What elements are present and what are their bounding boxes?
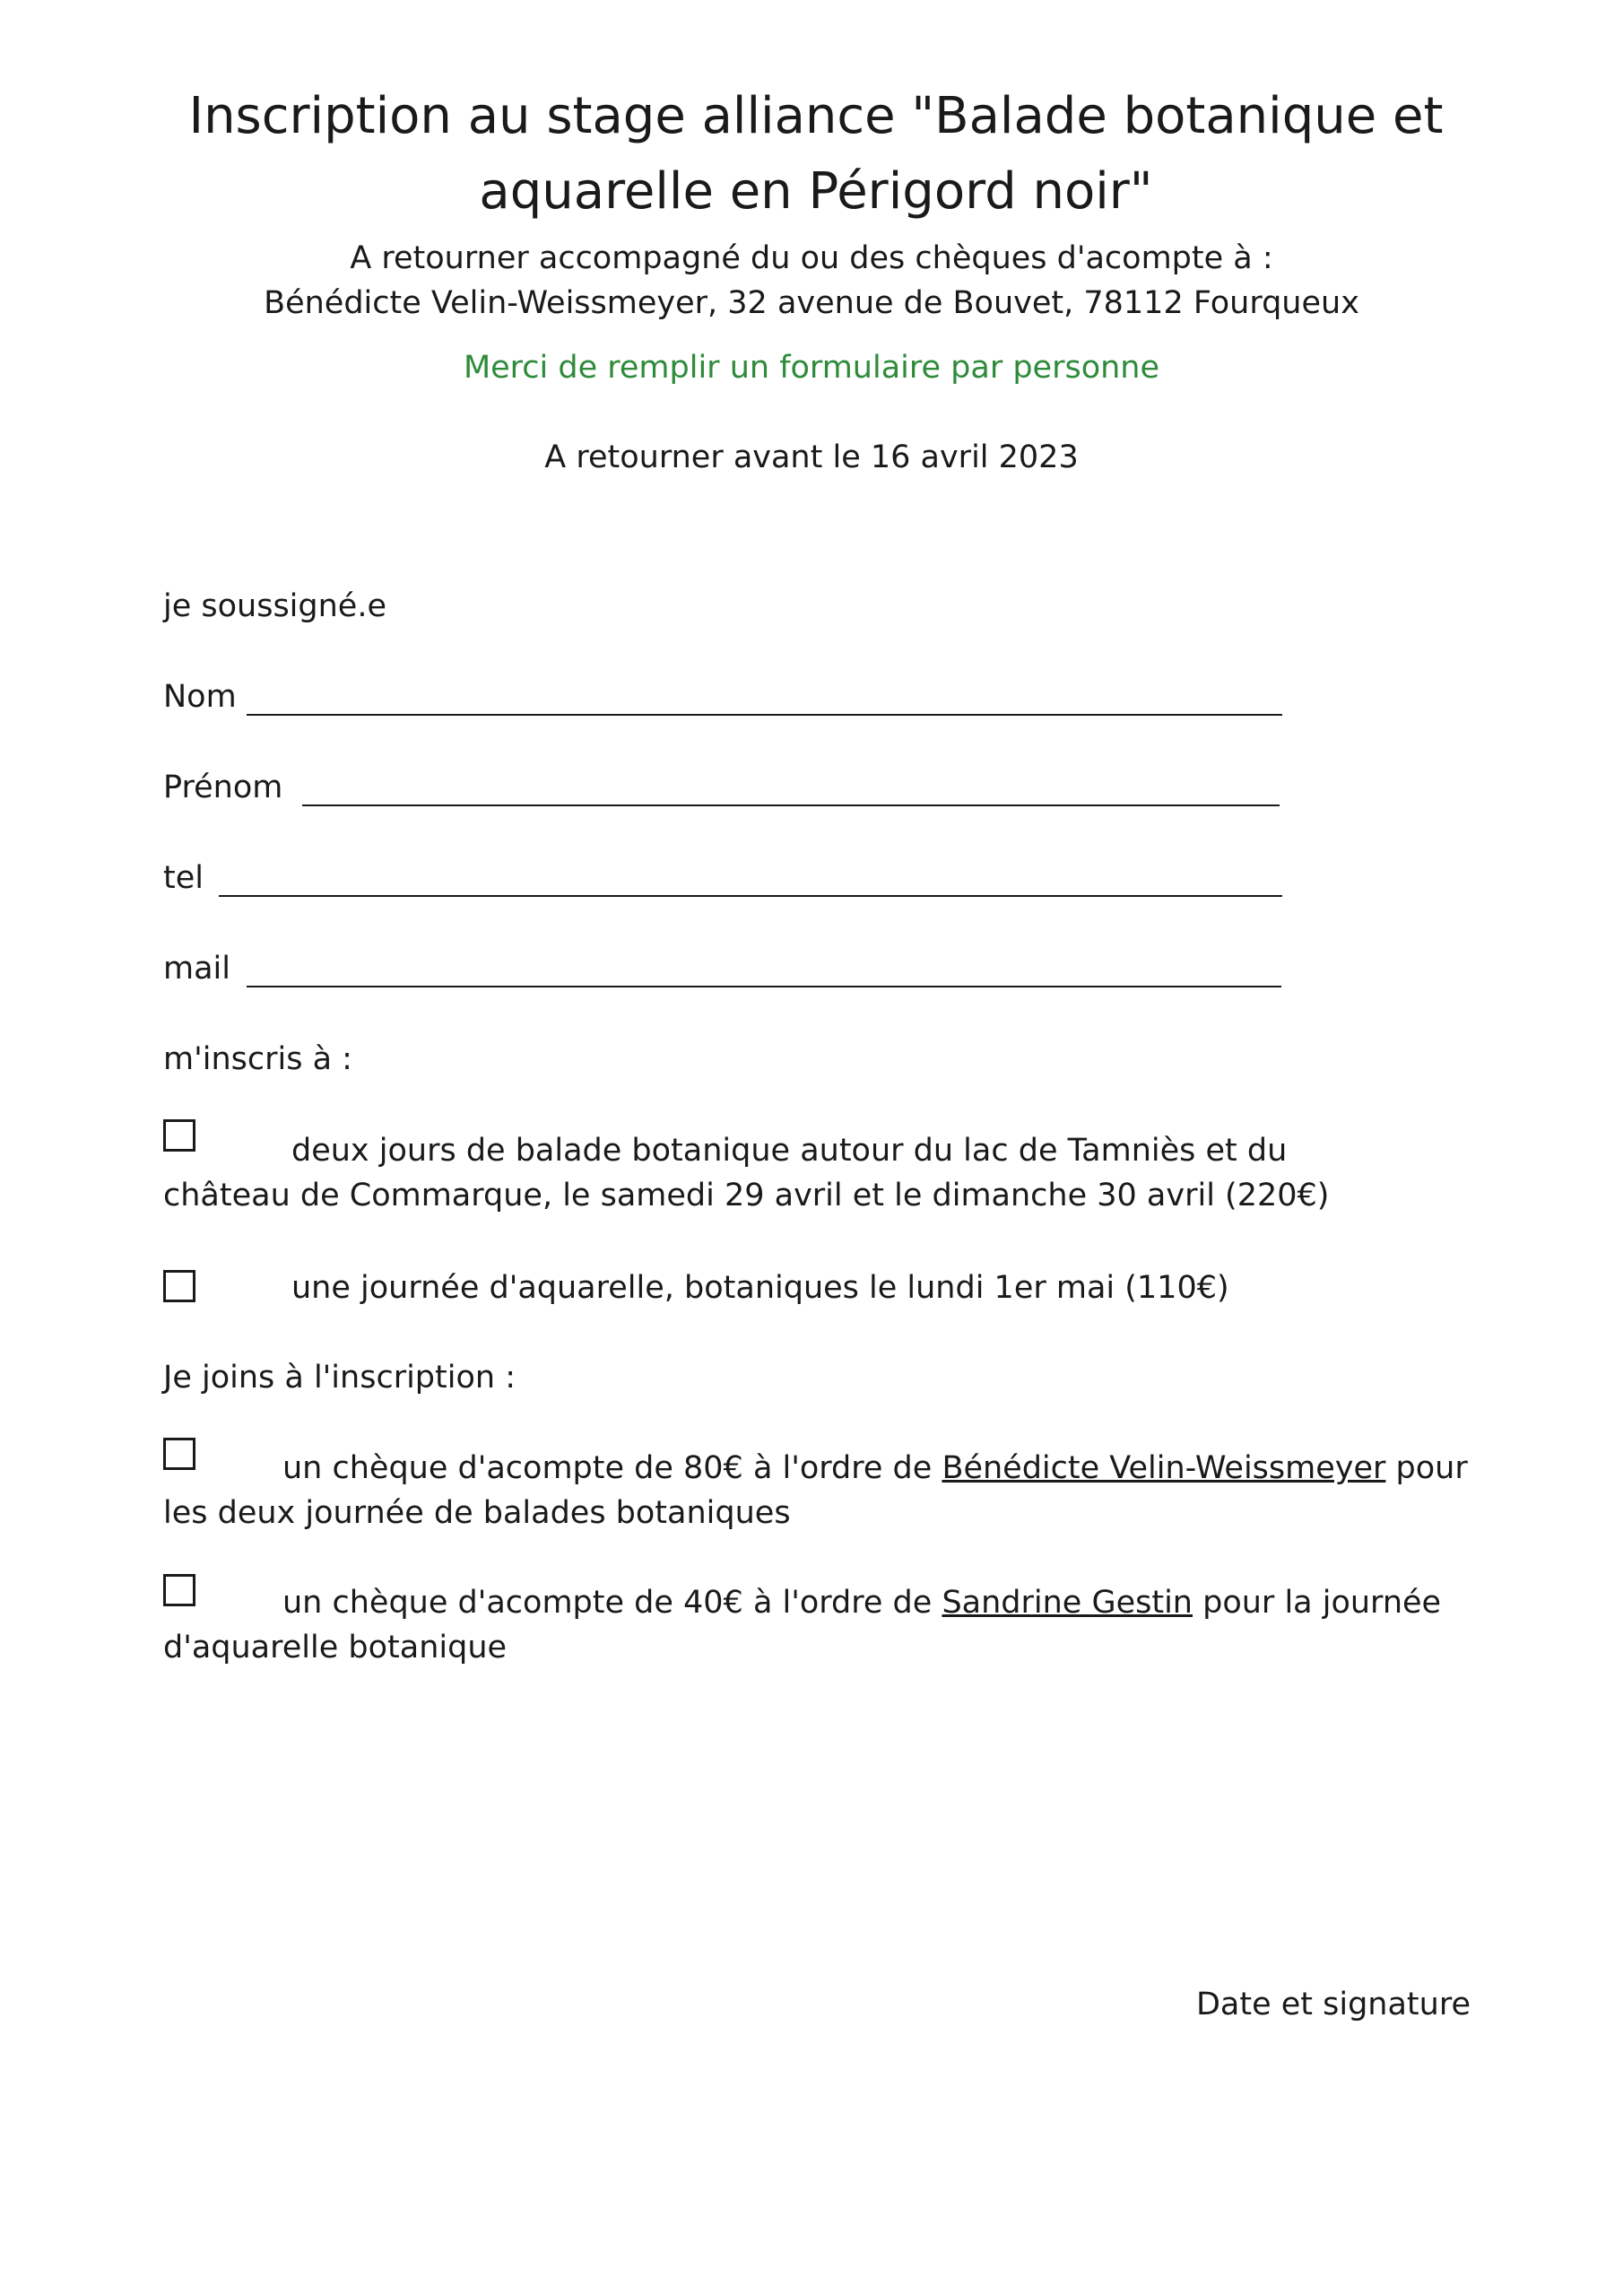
prenom-label: Prénom [163, 770, 283, 805]
mail-field[interactable] [247, 986, 1281, 987]
deposit-40-payee: Sandrine Gestin [942, 1585, 1193, 1621]
option-watercolor [163, 1265, 1490, 1310]
tel-label: tel [163, 860, 204, 896]
deposit-40-purpose: pour la journée [1192, 1585, 1442, 1621]
option-watercolor-line1: une journée d'aquarelle, botaniques le lundi 1er mai (110€) [291, 1270, 1229, 1306]
nom-label: Nom [163, 679, 237, 715]
form-title [135, 79, 1497, 230]
deposit-40 [163, 1580, 1490, 1670]
return-deadline: A retourner avant le 16 avril 2023 [544, 439, 1079, 475]
date-signature-label: Date et signature [1195, 1987, 1471, 2022]
register-heading: m'inscris à : [163, 1041, 352, 1077]
return-instructions: A retourner accompagné du ou des chèques d'acompte à : [350, 240, 1273, 276]
one-form-per-person-notice: Merci de remplir un formulaire par personne [463, 350, 1160, 386]
deposit-80-text: un chèque d'acompte de 80€ à l'ordre de [282, 1450, 942, 1486]
option-two-days-line2: château de Commarque, le samedi 29 avril et le dimanche 30 avril (220€) [163, 1178, 1330, 1213]
deposit-40-line1 [163, 1580, 1490, 1625]
option-two-days [163, 1128, 1490, 1218]
form-title-line2: aquarelle en Périgord noir" [479, 162, 1153, 221]
deposit-80 [163, 1446, 1490, 1535]
attach-heading: Je joins à l'inscription : [163, 1360, 516, 1396]
deposit-80-purpose: pour [1385, 1450, 1468, 1486]
deposit-80-line2: les deux journée de balades botaniques [163, 1495, 791, 1531]
deposit-40-line2: d'aquarelle botanique [163, 1630, 508, 1665]
deposit-80-payee: Bénédicte Velin-Weissmeyer [942, 1450, 1386, 1486]
intro-text: je soussigné.e [163, 588, 386, 624]
mail-label: mail [163, 951, 230, 987]
deposit-40-text: un chèque d'acompte de 40€ à l'ordre de [282, 1585, 942, 1621]
nom-field[interactable] [247, 714, 1282, 716]
tel-field[interactable] [219, 895, 1282, 897]
prenom-field[interactable] [302, 804, 1280, 806]
form-title-line1: Inscription au stage alliance "Balade botanique et [188, 87, 1444, 145]
return-address: Bénédicte Velin-Weissmeyer, 32 avenue de Bouvet, 78112 Fourqueux [264, 285, 1359, 321]
option-two-days-line1: deux jours de balade botanique autour du lac de Tamniès et du [291, 1133, 1288, 1169]
deposit-80-line1 [163, 1446, 1490, 1491]
